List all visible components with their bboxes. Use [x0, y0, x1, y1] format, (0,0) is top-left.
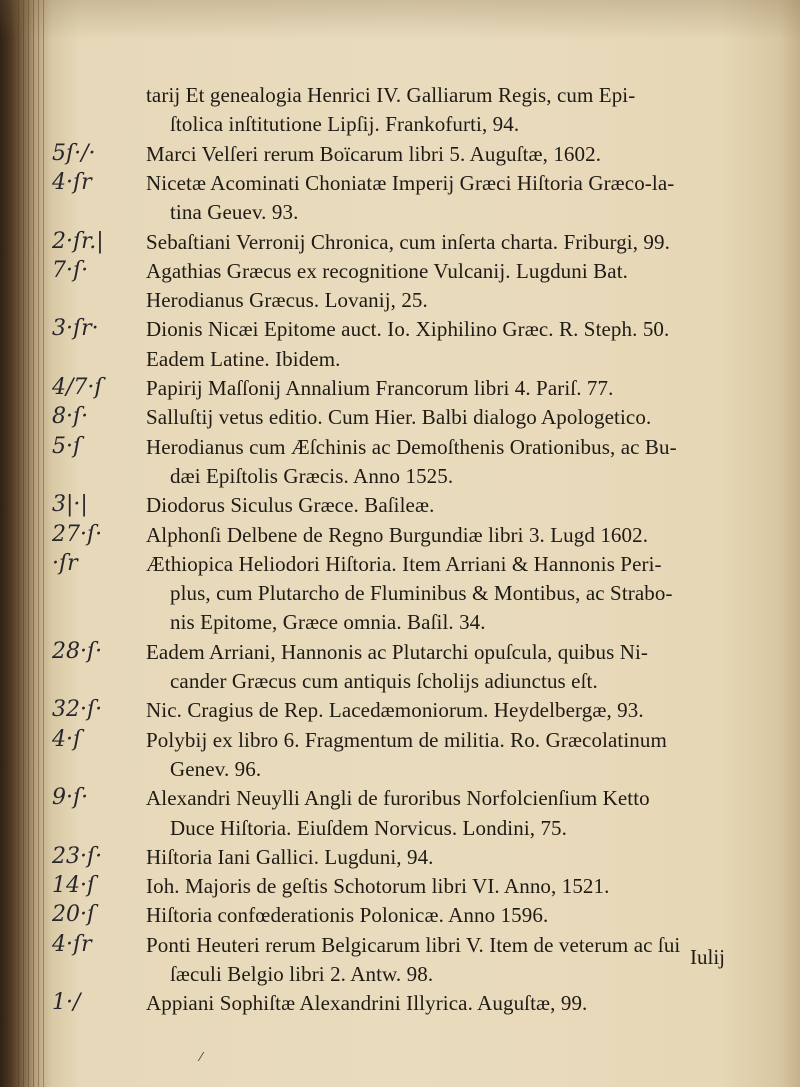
- entry-text: Hiſtoria confœderationis Polonicæ. Anno 1596.: [146, 903, 549, 928]
- entry-text: Agathias Græcus ex recognitione Vulcanij. Lugduni Bat.: [146, 258, 628, 283]
- catchword: Iulij: [690, 945, 725, 969]
- entry-text: tarij Et genealogia Henrici IV. Galliarum Regis, cum Epi-: [146, 83, 636, 107]
- entry-text: Genev. 96.: [170, 756, 262, 781]
- handwritten-shelf-mark: 4·ſr: [52, 931, 92, 957]
- entry-text: Herodianus cum Æſchinis ac Demoſthenis Orationibus, ac Bu-: [146, 434, 677, 459]
- handwritten-shelf-mark: 4/7·ſ: [52, 375, 103, 400]
- entry-text: plus, cum Plutarcho de Fluminibus & Montibus, ac Strabo-: [170, 581, 673, 606]
- entry-text: Ioh. Majoris de geſtis Schotorum libri VI. Anno, 1521.: [146, 874, 610, 899]
- entry-text: Herodianus Græcus. Lovanij, 25.: [146, 288, 428, 313]
- entry-text: Dionis Nicæi Epitome auct. Io. Xiphilino Græc. R. Steph. 50.: [146, 317, 670, 342]
- entry-text: ſtolica inſtitutione Lipſij. Frankofurti, 94.: [170, 112, 520, 137]
- entry-text: Papirij Maſſonij Annalium Francorum libri 4. Pariſ. 77.: [146, 376, 614, 400]
- entry-text: Polybij ex libro 6. Fragmentum de militia. Ro. Græcolatinum: [146, 727, 667, 752]
- handwritten-shelf-mark: 14·ſ: [52, 873, 96, 899]
- entry-text: Salluſtij vetus editio. Cum Hier. Balbi dialogo Apologetico.: [146, 405, 652, 430]
- handwritten-shelf-mark: 5ſ·/·: [52, 140, 96, 166]
- entry-text: Appiani Sophiſtæ Alexandrini Illyrica. Auguſtæ, 99.: [146, 991, 588, 1016]
- handwritten-shelf-mark: 7·ſ·: [52, 257, 89, 283]
- entry-text: ſæculi Belgio libri 2. Antw. 98.: [170, 962, 434, 986]
- entry-text: Duce Hiſtoria. Eiuſdem Norvicus. Londini, 75.: [170, 815, 568, 840]
- handwritten-shelf-mark: 9·ſ·: [52, 785, 89, 811]
- foot-mark: ⁄: [200, 1050, 203, 1064]
- handwritten-shelf-mark: 4·ſ: [52, 726, 82, 752]
- entry-text: Hiſtoria Iani Gallici. Lugduni, 94.: [146, 844, 434, 869]
- entry-text: nis Epitome, Græce omnia. Baſil. 34.: [170, 610, 486, 635]
- entry-text: dæi Epiſtolis Græcis. Anno 1525.: [170, 463, 454, 488]
- handwritten-shelf-mark: 23·ſ·: [52, 843, 103, 869]
- handwritten-shelf-mark: 8·ſ·: [52, 404, 89, 430]
- handwritten-shelf-mark: 1·/: [52, 990, 81, 1016]
- handwritten-shelf-mark: 2·ſr.|: [52, 228, 104, 254]
- handwritten-shelf-mark: 28·ſ·: [52, 638, 103, 664]
- handwritten-shelf-mark: 5·ſ: [52, 433, 82, 459]
- handwritten-shelf-mark: 3|·|: [52, 492, 88, 518]
- entry-text: Marci Velſeri rerum Boïcarum libri 5. Auguſtæ, 1602.: [146, 141, 602, 166]
- entry-text: Sebaſtiani Verronij Chronica, cum inſerta charta. Friburgi, 99.: [146, 229, 670, 254]
- entry-text: Alexandri Neuylli Angli de furoribus Norfolcienſium Ketto: [146, 786, 650, 811]
- entry-text: Nic. Cragius de Rep. Lacedæmoniorum. Heydelbergæ, 93.: [146, 698, 644, 723]
- page-top-shadow: [0, 0, 800, 40]
- handwritten-shelf-mark: 32·ſ·: [52, 697, 103, 723]
- entry-text: Nicetæ Acominati Choniatæ Imperij Græci Hiſtoria Græco-la-: [146, 170, 675, 195]
- entry-text: Ponti Heuteri rerum Belgicarum libri V. Item de veterum ac ſui: [146, 932, 681, 957]
- handwritten-shelf-mark: 3·ſr·: [52, 316, 99, 342]
- handwritten-shelf-mark: 20·ſ: [52, 902, 96, 928]
- entry-text: tina Geuev. 93.: [170, 200, 299, 225]
- handwritten-shelf-mark: 4·ſr: [52, 169, 92, 195]
- entry-text: Diodorus Siculus Græce. Baſileæ.: [146, 493, 435, 518]
- entry-text: Alphonſi Delbene de Regno Burgundiæ libri 3. Lugd 1602.: [146, 522, 649, 547]
- handwritten-shelf-mark: ·ſr: [52, 550, 78, 576]
- handwritten-shelf-mark: 27·ſ·: [52, 521, 103, 547]
- entry-text: cander Græcus cum antiquis ſcholijs adiunctus eſt.: [170, 669, 598, 693]
- catalogue-entry: [0, 986, 800, 1020]
- entry-text: Æthiopica Heliodori Hiſtoria. Item Arriani & Hannonis Peri-: [146, 551, 662, 576]
- entry-text: Eadem Arriani, Hannonis ac Plutarchi opuſcula, quibus Ni-: [146, 639, 648, 664]
- entry-text: Eadem Latine. Ibidem.: [146, 346, 341, 371]
